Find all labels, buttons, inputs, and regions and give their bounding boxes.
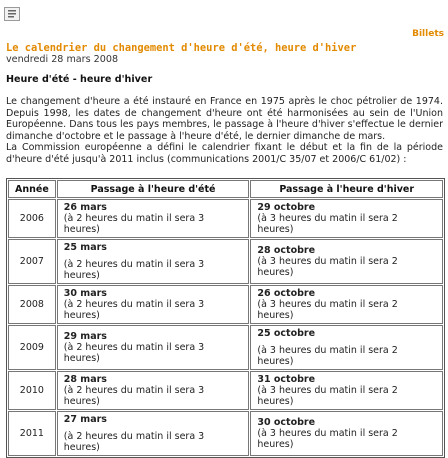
summer-cell [57,325,250,370]
winter-cell [250,285,443,324]
winter-note: (à 3 heures du matin il sera 2 heures) [257,256,398,278]
summer-note: (à 2 heures du matin il sera 3 heures) [63,259,205,281]
table-row [8,371,443,410]
winter-cell [250,325,443,370]
winter-note: (à 3 heures du matin il sera 2 heures) [257,385,398,407]
year-cell: 2010 [8,371,56,410]
winter-cell [250,371,443,410]
year-cell: 2009 [8,325,56,370]
year-cell: 2008 [8,285,56,324]
year-cell: 2007 [8,239,56,284]
summer-cell [57,285,250,324]
column-header-summer: Passage à l'heure d'été [57,180,250,198]
summer-date: 30 mars [63,288,107,299]
winter-note: (à 3 heures du matin il sera 2 heures) [257,213,398,235]
document-icon [4,7,20,21]
column-header-year: Année [8,180,56,198]
winter-cell [250,199,443,238]
winter-note: (à 3 heures du matin il sera 2 heures) [257,428,398,450]
winter-cell [250,411,443,456]
summer-date: 29 mars [63,331,107,342]
table-row [8,285,443,324]
summer-date: 26 mars [63,202,107,213]
winter-note: (à 3 heures du matin il sera 2 heures) [257,345,398,367]
summer-date: 27 mars [63,414,107,425]
summer-note: (à 2 heures du matin il sera 3 heures) [63,213,205,235]
winter-date: 29 octobre [257,202,316,213]
post-paragraph-2: La Commission européenne a défini le calendrier fixant le début et la fin de la période d'heure d'été jusqu'à 2011 inclus (communications 2001/C 35/07 et 2006/C 61/02) : [6,142,443,165]
summer-note: (à 2 heures du matin il sera 3 heures) [63,385,205,407]
table-row [8,325,443,370]
table-row [8,239,443,284]
winter-cell [250,239,443,284]
summer-date: 25 mars [63,242,107,253]
summer-date: 28 mars [63,374,107,385]
summer-note: (à 2 heures du matin il sera 3 heures) [63,431,205,453]
winter-date: 30 octobre [257,417,316,428]
column-header-winter: Passage à l'heure d'hiver [250,180,443,198]
year-cell: 2011 [8,411,56,456]
summer-cell [57,239,250,284]
winter-note: (à 3 heures du matin il sera 2 heures) [257,299,398,321]
post-date: vendredi 28 mars 2008 [6,54,119,65]
winter-date: 31 octobre [257,374,316,385]
section-link-billets[interactable]: Billets [412,29,444,39]
summer-note: (à 2 heures du matin il sera 3 heures) [63,299,205,321]
winter-date: 28 octobre [257,245,316,256]
summer-cell [57,199,250,238]
table-row [8,411,443,456]
winter-date: 25 octobre [257,328,316,339]
year-cell: 2006 [8,199,56,238]
summer-note: (à 2 heures du matin il sera 3 heures) [63,342,205,364]
dst-calendar-table [6,178,445,458]
post-paragraph-1: Le changement d'heure a été instauré en France en 1975 après le choc pétrolier de 1974. Depuis 1998, les dates de changement d'heure ont été harmonisées au sein de l'Union Européenne. Dans tous les pays membres, le passage à l'heure d'hiver s'effectue le dernier dimanche d'octobre et le passage à l'heure d'été, le dernier dimanche de mars. [6,96,443,142]
summer-cell [57,411,250,456]
table-row [8,199,443,238]
table-header-row [8,180,443,198]
summer-cell [57,371,250,410]
winter-date: 26 octobre [257,288,316,299]
post-heading: Heure d'été - heure d'hiver [6,74,153,85]
post-title[interactable]: Le calendrier du changement d'heure d'été, heure d'hiver [6,42,357,54]
